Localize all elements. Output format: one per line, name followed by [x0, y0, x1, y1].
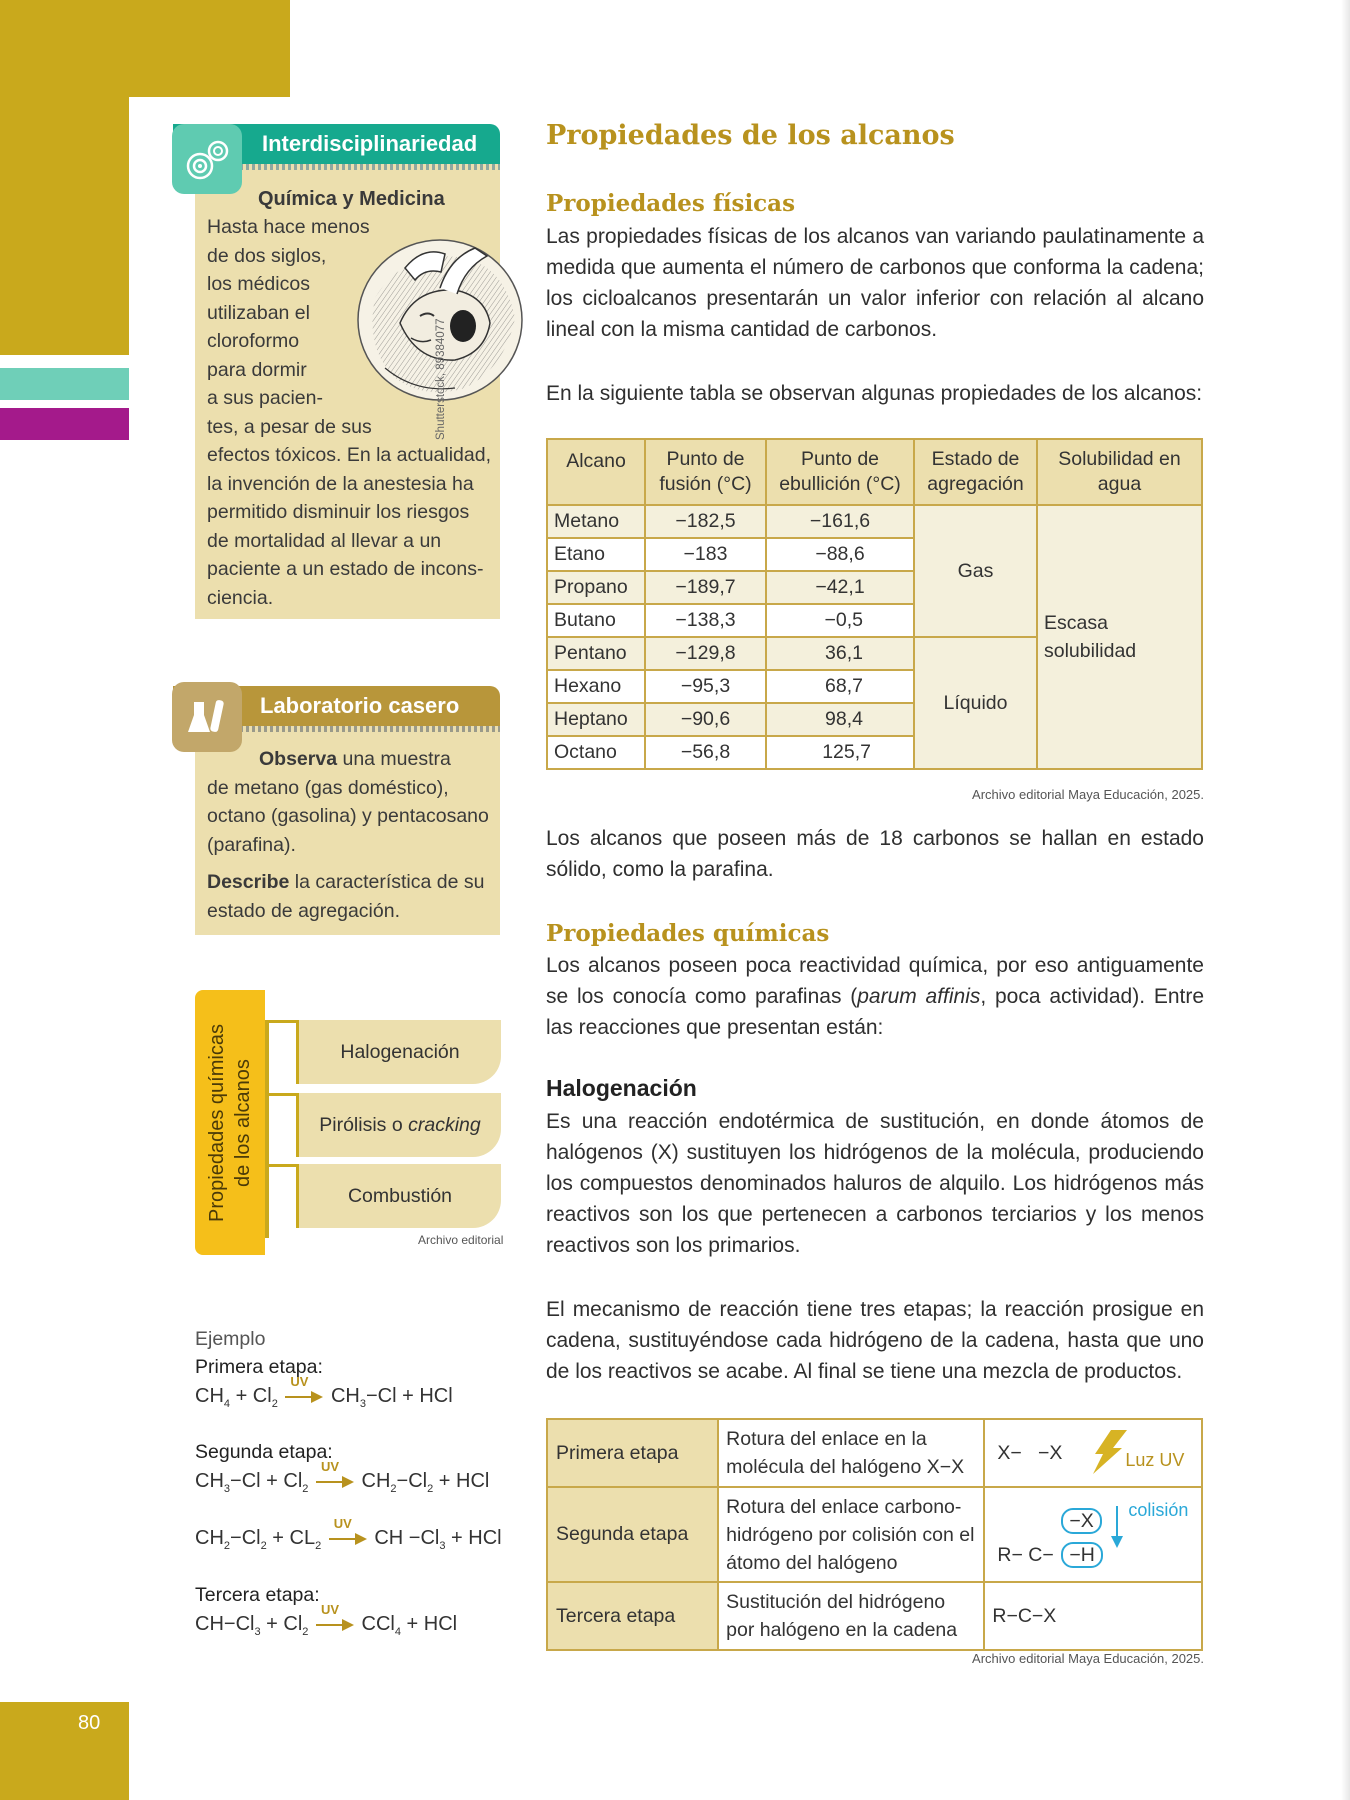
uv-label: UV [333, 1515, 352, 1531]
body-line: utilizaban el [207, 301, 310, 324]
down-arrow-icon [1110, 1506, 1124, 1550]
body-line: permitido disminuir los riesgos [207, 501, 470, 523]
diagram-root-line1: Propiedades químicas [206, 1023, 228, 1222]
page-title: Propiedades de los alcanos [546, 120, 955, 151]
cell-melting: −138,3 [645, 604, 766, 637]
stage-label: Segunda etapa [547, 1487, 718, 1582]
cell-melting: −95,3 [645, 670, 766, 703]
body-line: cloroformo [207, 330, 300, 352]
uv-arrow [327, 1515, 369, 1549]
body-line: paciente a un estado de incons- [207, 558, 484, 580]
chemical-text-italic: parum affinis [857, 985, 981, 1008]
diagram-root-line2: de los alcanos [232, 1058, 254, 1187]
body-line: ciencia. [207, 586, 274, 609]
target-rings-icon [172, 124, 242, 194]
column-header: Punto de fusión (°C) [645, 439, 766, 505]
cell-melting: −183 [645, 538, 766, 571]
column-header: Punto de ebullición (°C) [766, 439, 914, 505]
page-edge [1341, 0, 1350, 1800]
lab-p2-first [207, 868, 499, 897]
stage2-formula: R− C− [997, 1544, 1054, 1566]
cell-alkane: Heptano [547, 703, 645, 736]
physical-properties-text: Las propiedades físicas de los alcanos van variando paulatinamente a medida que aumenta el número de carbonos que conforma la cadena; los cicloalcanos presentarán un valor inferior con relación al alcano lineal con la misma cantidad de carbonos. [546, 225, 1204, 341]
table-header-row [547, 439, 1202, 505]
interdisciplinary-header-label: Interdisciplinariedad [262, 131, 478, 156]
decorative-band-top [0, 0, 290, 97]
halogenation-heading: Halogenación [546, 1075, 697, 1101]
cell-alkane: Pentano [547, 637, 645, 670]
lab-p1-line: (parafina). [207, 833, 296, 856]
uv-arrow [314, 1601, 356, 1635]
stage1-formula: X− −X [997, 1442, 1063, 1464]
interdisciplinary-subtitle: Química y Medicina [258, 188, 445, 210]
column-header: Estado de agregación [914, 439, 1037, 505]
halogenation-text: Es una reacción endotérmica de sustitución, en donde átomos de halógenos (X) sustituyen los hidrógenos de la molécula, produciendo los compuestos denominados haluros de alquilo. Los hidrógenos más reactivos son los que pertenecen a carbonos terciarios y los menos reactivos son los primarios. [546, 1110, 1204, 1257]
decorative-band-left [0, 97, 129, 355]
body-line: efectos tóxicos. En la actualidad, [207, 444, 491, 466]
chemical-text-a: Los alcanos poseen poca reactividad química, por eso antiguamente se los conocía como parafinas ( [546, 954, 1204, 1008]
lightning-icon [1089, 1428, 1129, 1476]
diagram-root-box [195, 990, 265, 1255]
equation-4: $CH-Cl_3 + Cl_2$ UV CCl$_4$ + HCl [195, 1601, 458, 1638]
halogen-circle: −X [1061, 1508, 1101, 1534]
mechanism-text: El mecanismo de reacción tiene tres etapas; la reacción prosigue en cadena, sustituyéndose cada hidrógeno de la cadena, hasta que uno de los reactivos se acabe. Al final se tiene una mezcla de productos. [546, 1298, 1204, 1383]
diagram-item-combustion: Combustión [299, 1164, 501, 1228]
stage-figure [984, 1487, 1202, 1582]
table-intro: En la siguiente tabla se observan algunas propiedades de los alcanos: [546, 382, 1203, 405]
cell-solubility: Escasa solubilidad [1037, 505, 1202, 769]
reaction-stages-table [546, 1418, 1203, 1651]
lab-header-label: Laboratorio casero [260, 693, 460, 718]
diagram-connector [265, 1093, 299, 1096]
cell-boiling: −0,5 [766, 604, 914, 637]
cell-boiling: 125,7 [766, 736, 914, 769]
stage-description: Rotura del enlace en la molécula del halógeno X−X [718, 1419, 984, 1487]
stage3-formula: R−C−X [992, 1604, 1057, 1627]
diagram-connector [265, 1164, 299, 1167]
pyrolysis-label: Pirólisis o [319, 1113, 409, 1136]
cell-alkane: Etano [547, 538, 645, 571]
diagram-connector [265, 1053, 269, 1238]
stage3-label: Tercera etapa: [195, 1584, 320, 1606]
cell-boiling: −161,6 [766, 505, 914, 538]
decorative-stripe-magenta [0, 408, 129, 440]
physical-properties-heading: Propiedades físicas [546, 190, 796, 217]
lab-p1-rest: una muestra [337, 748, 451, 770]
flask-icon [172, 682, 242, 752]
uv-arrow [283, 1373, 325, 1407]
diagram-item-pirolisis [299, 1093, 501, 1157]
stage-row [547, 1582, 1202, 1650]
column-header: Alcano [547, 439, 645, 505]
cell-boiling: 36,1 [766, 637, 914, 670]
cell-alkane: Metano [547, 505, 645, 538]
cell-alkane: Hexano [547, 670, 645, 703]
diagram-item-halogenacion: Halogenación [299, 1020, 501, 1084]
stage-label: Primera etapa [547, 1419, 718, 1487]
lab-p2-rest: la característica de su [289, 871, 485, 893]
header-dash-rule [240, 726, 500, 732]
body-line: la invención de la anestesia ha [207, 472, 474, 495]
uv-light-label: Luz UV [1125, 1450, 1185, 1470]
cell-alkane: Propano [547, 571, 645, 604]
stage-description: Sustitución del hidrógeno por halógeno en la cadena [718, 1582, 984, 1650]
lab-body [207, 745, 499, 925]
pyrolysis-italic: cracking [408, 1113, 481, 1136]
lab-observa: Observa [259, 748, 338, 770]
stage1-label: Primera etapa: [195, 1356, 323, 1378]
cell-state-liquid: Líquido [914, 637, 1037, 769]
body-line: los médicos [207, 273, 310, 295]
stage-table-credit: Archivo editorial Maya Educación, 2025. [972, 1651, 1204, 1666]
hydrogen-circle: −H [1061, 1542, 1102, 1568]
decorative-stripe-teal [0, 368, 129, 400]
collision-label: colisión [1128, 1500, 1189, 1520]
column-header: Solubilidad en agua [1037, 439, 1202, 505]
page-number: 80 [78, 1712, 101, 1734]
chemical-properties-heading: Propiedades químicas [546, 920, 830, 947]
uv-label: UV [290, 1373, 309, 1389]
diagram-connector [265, 1020, 269, 1053]
table-row [547, 505, 1202, 538]
example-label: Ejemplo [195, 1328, 266, 1350]
body-line: de mortalidad al llevar a un [207, 529, 442, 552]
diagram-connector [265, 1020, 299, 1023]
lab-describe: Describe [207, 871, 290, 893]
lab-p1-line: de metano (gas doméstico), [207, 776, 449, 799]
image-credit-vertical: Shutterstock, 89384077 [435, 318, 447, 440]
lab-p1-line: octano (gasolina) y pentacosano [207, 805, 489, 827]
cell-boiling: 98,4 [766, 703, 914, 736]
table-credit: Archivo editorial Maya Educación, 2025. [972, 787, 1204, 802]
stage-figure [984, 1419, 1202, 1487]
uv-label: UV [320, 1458, 340, 1474]
lab-p2-line: estado de agregación. [207, 899, 400, 922]
body-line: Hasta hace menos [207, 216, 370, 238]
cell-boiling: −42,1 [766, 571, 914, 604]
body-line: para dormir [207, 358, 307, 381]
equation-3: $CH_2-Cl_2 + CL_2$ UV CH $-Cl_3$ + HCl [195, 1515, 502, 1552]
cell-melting: −189,7 [645, 571, 766, 604]
cell-melting: −90,6 [645, 703, 766, 736]
diagram-root-label [204, 1024, 256, 1222]
cell-alkane: Butano [547, 604, 645, 637]
cell-melting: −182,5 [645, 505, 766, 538]
chemical-text-b: , poca actividad). Entre las reacciones que presentan están: [546, 985, 1205, 1039]
cell-melting: −129,8 [645, 637, 766, 670]
stage-label: Tercera etapa [547, 1582, 718, 1650]
lab-p1-first [207, 745, 499, 774]
equation-1: $CH_4 + Cl_2$ UV $CH_3-Cl$ + HCl [195, 1373, 453, 1410]
cell-boiling: 68,7 [766, 670, 914, 703]
equation-2: $CH_3-Cl + Cl_2$ UV $CH_2-Cl_2$ + HCl [195, 1458, 490, 1495]
body-line: tes, a pesar de sus [207, 415, 372, 438]
stage-row [547, 1419, 1202, 1487]
cell-state-gas: Gas [914, 505, 1037, 637]
cell-boiling: −88,6 [766, 538, 914, 571]
uv-arrow [314, 1458, 356, 1492]
after-table-text: Los alcanos que poseen más de 18 carbonos se hallan en estado sólido, como la parafina. [546, 827, 1204, 881]
stage-figure [984, 1582, 1202, 1650]
header-dash-rule [240, 164, 500, 170]
chemical-properties-text [546, 950, 1204, 1043]
stage-row [547, 1487, 1202, 1582]
page-number-band [0, 1702, 129, 1800]
stage2-label: Segunda etapa: [195, 1441, 333, 1463]
alkane-properties-table [546, 438, 1203, 770]
stage-description: Rotura del enlace carbono-hidrógeno por colisión con el átomo del halógeno [718, 1487, 984, 1582]
cell-melting: −56,8 [645, 736, 766, 769]
body-line: a sus pacien- [207, 387, 323, 409]
diagram-credit: Archivo editorial [418, 1233, 504, 1247]
cell-alkane: Octano [547, 736, 645, 769]
body-line: de dos siglos, [207, 244, 327, 267]
uv-label: UV [320, 1601, 340, 1617]
